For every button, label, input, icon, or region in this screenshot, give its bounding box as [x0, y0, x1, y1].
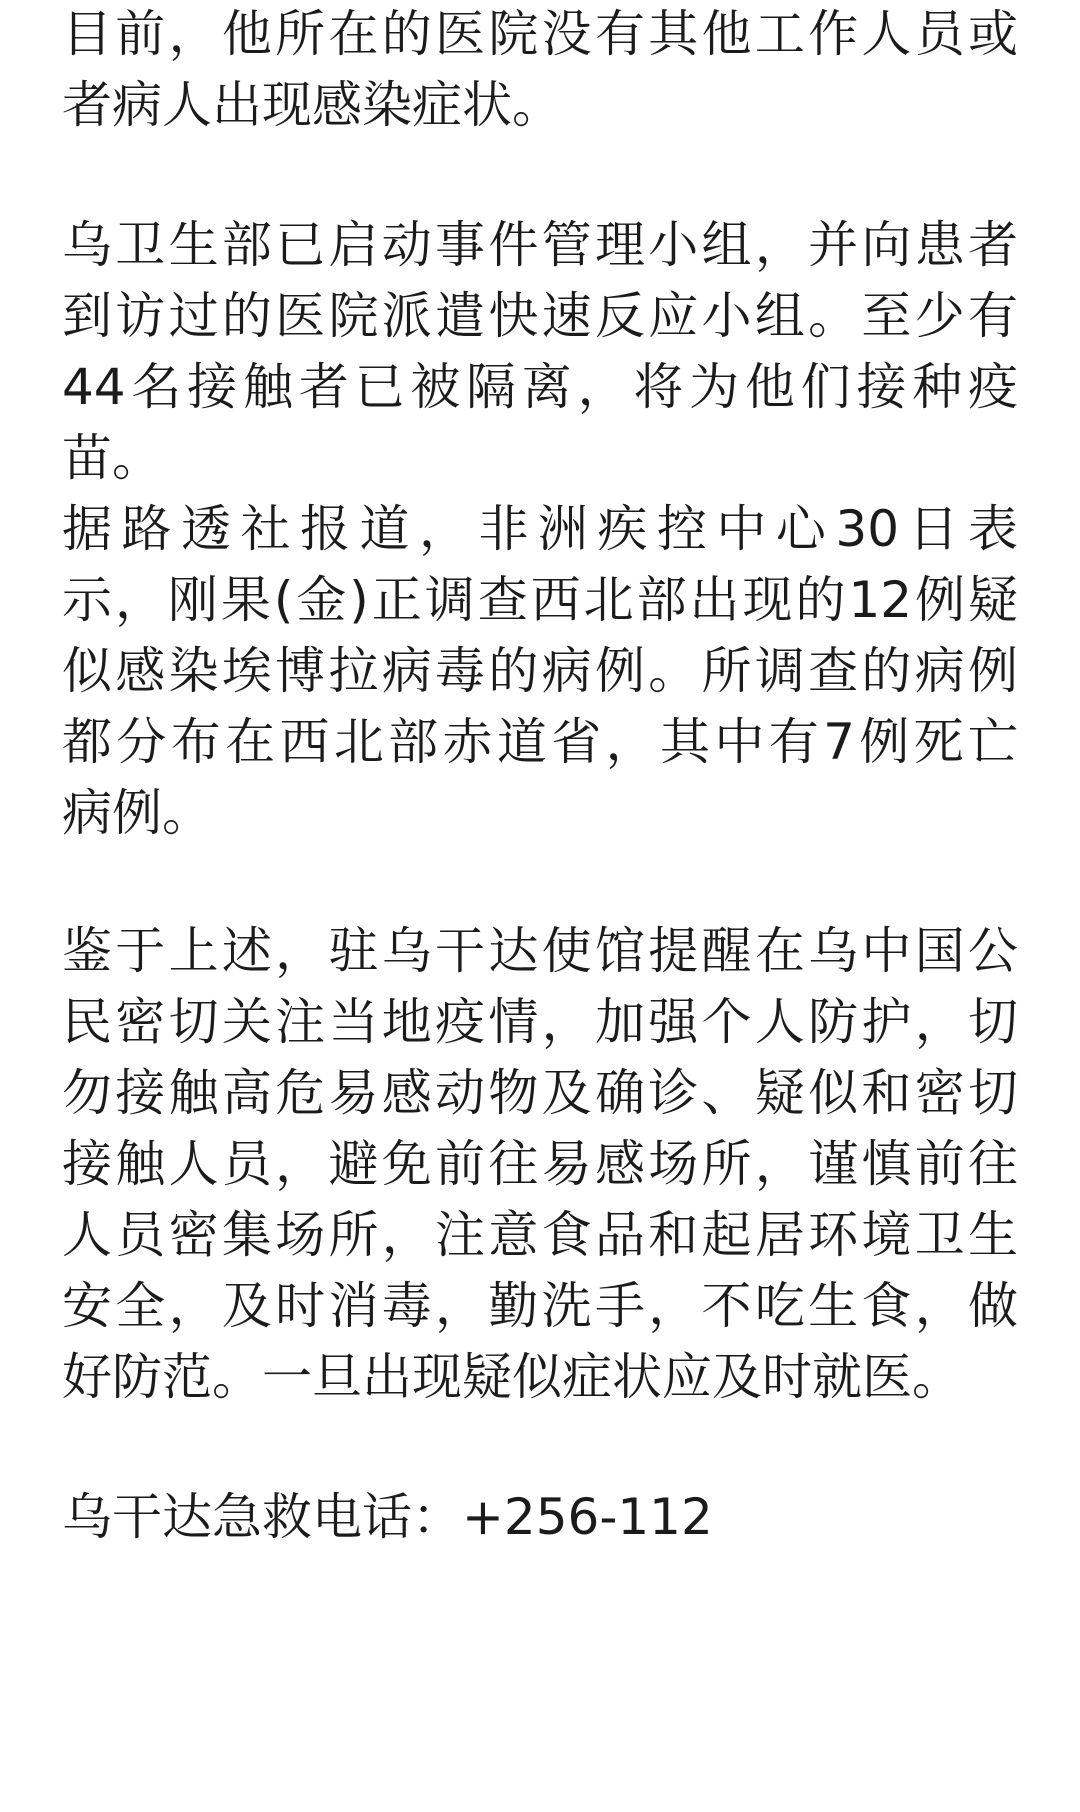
- paragraph-line: 据路透社报道，非洲疾控中心30日表: [62, 500, 1018, 558]
- paragraph-line: 示，刚果(金)正调查西北部出现的12例疑: [62, 571, 1018, 629]
- paragraph-line: 鉴于上述，驻乌干达使馆提醒在乌中国公: [62, 922, 1018, 980]
- cutoff-text-line: [62, 1790, 1018, 1812]
- paragraph-line: 人员密集场所，注意食品和起居环境卫生: [62, 1206, 1018, 1264]
- paragraph-line: 勿接触高危易感动物及确诊、疑似和密切: [62, 1064, 1018, 1122]
- paragraph-line: 安全，及时消毒，勤洗手，不吃生食，做: [62, 1277, 1018, 1335]
- paragraph-line: 到访过的医院派遣快速反应小组。至少有: [62, 287, 1018, 345]
- paragraph-line: 似感染埃博拉病毒的病例。所调查的病例: [62, 642, 1018, 700]
- paragraph-line: 目前，他所在的医院没有其他工作人员或: [62, 5, 1018, 63]
- paragraph-line: 苗。: [62, 429, 162, 487]
- paragraph-line: 民密切关注当地疫情，加强个人防护，切: [62, 993, 1018, 1051]
- paragraph-line: 好防范。一旦出现疑似症状应及时就医。: [62, 1348, 962, 1406]
- paragraph-line: 乌卫生部已启动事件管理小组，并向患者: [62, 216, 1018, 274]
- paragraph-line: 都分布在西北部赤道省，其中有7例死亡: [62, 713, 1018, 771]
- emergency-phone-line: 乌干达急救电话：+256-112: [62, 1488, 713, 1546]
- paragraph-line: 接触人员，避免前往易感场所，谨慎前往: [62, 1135, 1018, 1193]
- paragraph-line: 病例。: [62, 784, 212, 842]
- paragraph-line: 者病人出现感染症状。: [62, 76, 562, 134]
- paragraph-line: 44名接触者已被隔离，将为他们接种疫: [62, 358, 1018, 416]
